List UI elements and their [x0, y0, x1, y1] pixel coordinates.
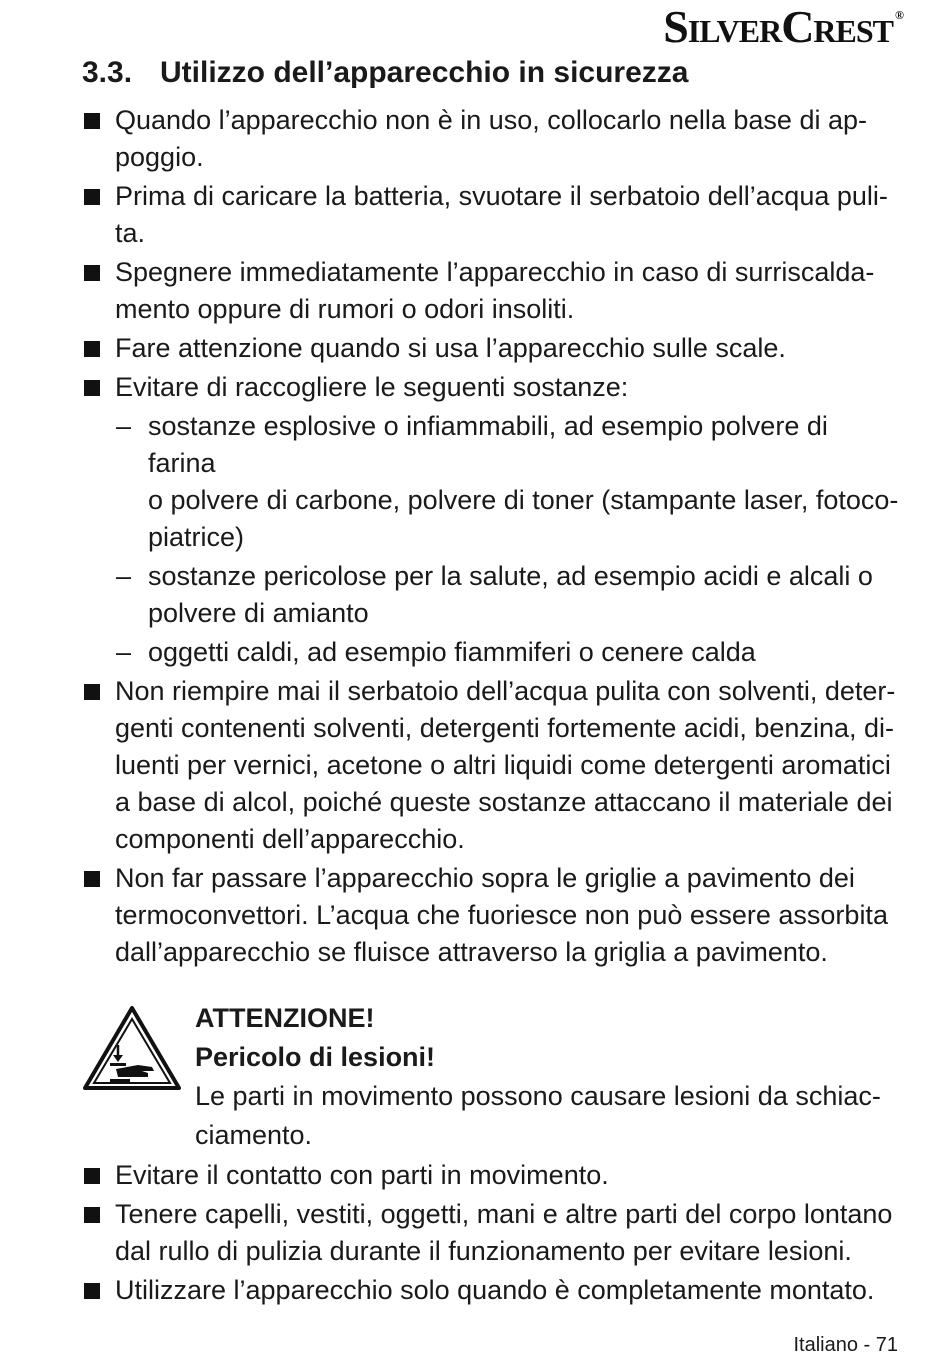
- square-bullet-icon: [84, 1283, 100, 1299]
- bullet-list-middle: [82, 673, 902, 971]
- bullet-item: [82, 102, 902, 176]
- registered-mark: ®: [895, 8, 903, 22]
- dash-item-line: sostanze pericolose per la salute, ad esempio acidi e alcali o: [148, 561, 873, 591]
- bullet-line: ta.: [115, 218, 146, 248]
- warning-text-line: ciamento.: [195, 1120, 313, 1150]
- dash-marker: –: [116, 561, 132, 591]
- square-bullet-icon: [84, 341, 100, 357]
- square-bullet-icon: [84, 1207, 100, 1223]
- crush-hazard-warning-icon: [82, 1005, 182, 1091]
- warning-text: [195, 1077, 902, 1155]
- bullet-line: dall’apparecchio se fluisce attraverso la griglia a pavimento.: [115, 937, 828, 967]
- bullet-item: [82, 860, 902, 971]
- bullet-line: termoconvettori. L’acqua che fuoriesce non può essere assorbita: [115, 900, 888, 930]
- substance-sublist: [82, 408, 902, 671]
- dash-item-line: sostanze esplosive o infiammabili, ad esempio polvere di farina: [148, 411, 828, 478]
- section-title: Utilizzo dell’apparecchio in sicurezza: [160, 56, 689, 89]
- bullet-line: dal rullo di pulizia durante il funzionamento per evitare lesioni.: [115, 1236, 852, 1266]
- dash-item-line: polvere di amianto: [148, 598, 369, 628]
- brand-name: SilverCrest: [663, 1, 894, 52]
- warning-block: [82, 999, 902, 1155]
- bullet-list-after: [82, 1157, 902, 1309]
- bullet-line: poggio.: [115, 142, 204, 172]
- bullet-item: [82, 1157, 902, 1194]
- dash-item-line: o polvere di carbone, polvere di toner (stampante laser, fotoco-: [148, 485, 899, 515]
- page-footer: Italiano - 71: [793, 1334, 898, 1356]
- bullet-item: [82, 1272, 902, 1309]
- bullet-line: Evitare il contatto con parti in movimento.: [115, 1160, 609, 1190]
- bullet-line: Evitare di raccogliere le seguenti sostanze:: [115, 372, 629, 402]
- dash-item: [82, 408, 902, 556]
- square-bullet-icon: [84, 1168, 100, 1184]
- bullet-line: luenti per vernici, acetone o altri liquidi come detergenti aromatici: [115, 750, 891, 780]
- bullet-item: [82, 330, 902, 367]
- bullet-line: Non riempire mai il serbatoio dell’acqua pulita con solventi, deter-: [115, 676, 896, 706]
- bullet-line: genti contenenti solventi, detergenti fortemente acidi, benzina, di-: [115, 713, 894, 743]
- bullet-line: Spegnere immediatamente l’apparecchio in caso di surriscalda-: [115, 257, 875, 287]
- brand-logo: [663, 0, 903, 53]
- warning-subtitle: Pericolo di lesioni!: [195, 1042, 436, 1072]
- dash-item-line: oggetti caldi, ad esempio fiammiferi o cenere calda: [148, 637, 756, 667]
- bullet-item: [82, 673, 902, 858]
- dash-marker: –: [116, 411, 132, 441]
- dash-item: [82, 634, 902, 671]
- square-bullet-icon: [84, 189, 100, 205]
- bullet-line: Utilizzare l’apparecchio solo quando è completamente montato.: [115, 1275, 875, 1305]
- bullet-line: Fare attenzione quando si usa l’apparecchio sulle scale.: [115, 333, 786, 363]
- dash-item: [82, 558, 902, 632]
- bullet-item: [82, 1196, 902, 1270]
- square-bullet-icon: [84, 265, 100, 281]
- bullet-line: a base di alcol, poiché queste sostanze attaccano il materiale dei: [115, 787, 893, 817]
- bullet-line: Non far passare l’apparecchio sopra le griglie a pavimento dei: [115, 863, 855, 893]
- bullet-item: [82, 178, 902, 252]
- bullet-item: [82, 369, 902, 406]
- square-bullet-icon: [84, 684, 100, 700]
- page-content: [82, 102, 902, 1311]
- square-bullet-icon: [84, 113, 100, 129]
- square-bullet-icon: [84, 871, 100, 887]
- bullet-line: Quando l’apparecchio non è in uso, collocarlo nella base di ap-: [115, 105, 867, 135]
- bullet-line: componenti dell’apparecchio.: [115, 824, 465, 854]
- warning-title: ATTENZIONE!: [195, 1003, 375, 1033]
- warning-text-line: Le parti in movimento possono causare lesioni da schiac-: [195, 1081, 881, 1111]
- section-number: 3.3.: [82, 56, 133, 89]
- dash-item-line: piatrice): [148, 522, 245, 552]
- bullet-list-before: [82, 102, 902, 406]
- bullet-line: mento oppure di rumori o odori insoliti.: [115, 294, 575, 324]
- section-heading: [82, 56, 688, 90]
- bullet-line: Tenere capelli, vestiti, oggetti, mani e altre parti del corpo lontano: [115, 1199, 893, 1229]
- bullet-line: Prima di caricare la batteria, svuotare il serbatoio dell’acqua puli-: [115, 181, 888, 211]
- square-bullet-icon: [84, 380, 100, 396]
- bullet-item: [82, 254, 902, 328]
- dash-marker: –: [116, 637, 132, 667]
